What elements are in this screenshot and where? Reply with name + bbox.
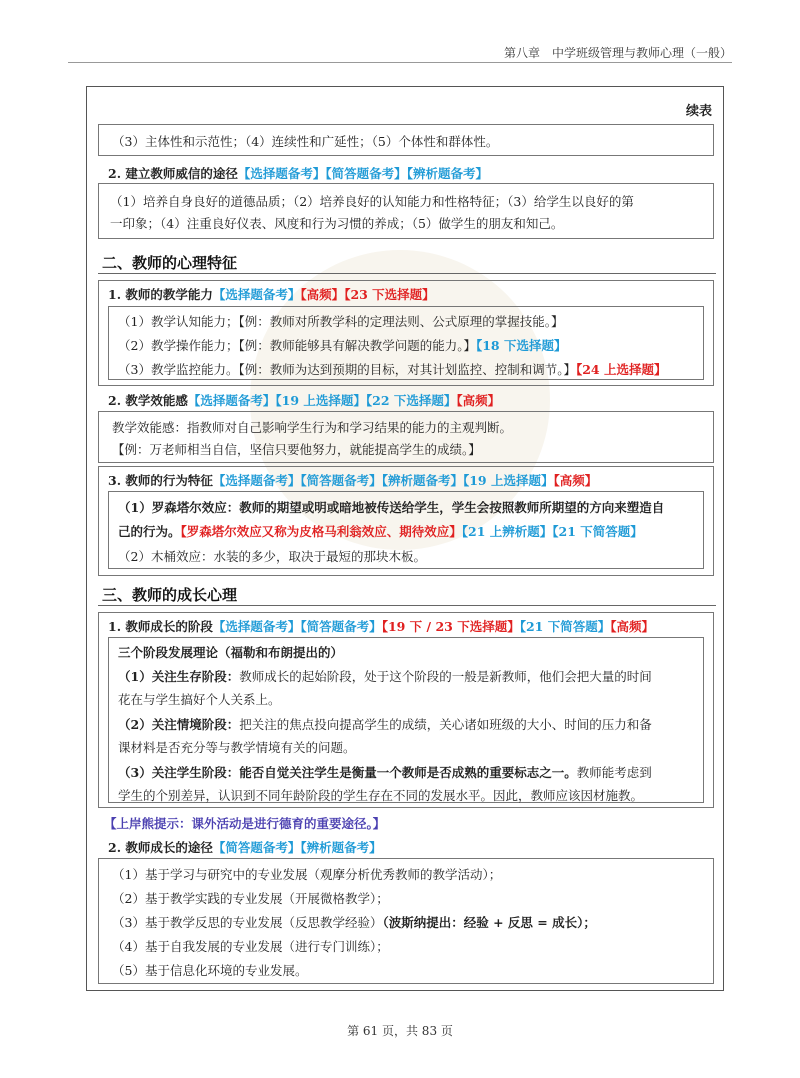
ability-heading: 1. 教师的教学能力【选择题备考】【高频】【23 下选择题】 [108, 287, 435, 302]
authority-heading: 2. 建立教师威信的途径【选择题备考】【简答题备考】【辨析题备考】 [108, 166, 488, 181]
efficacy-line-1: 教学效能感：指教师对自己影响学生行为和学习结果的能力的主观判断。 [112, 420, 513, 435]
paths-item-2: （2）基于教学实践的专业发展（开展微格教学）； [112, 891, 389, 906]
paths-item-1: （1）基于学习与研究中的专业发展（观摩分析优秀教师的教学活动）； [112, 867, 502, 882]
ability-item-2: （2）教学操作能力；【例：教师能够具有解决教学问题的能力。】【18 下选择题】 [118, 338, 567, 353]
paths-item-3: （3）基于教学反思的专业发展（反思教学经验）（波斯纳提出：经验 + 反思 = 成长）； [112, 915, 596, 930]
behavior-item-2: （2）木桶效应：水装的多少，取决于最短的那块木板。 [118, 549, 426, 564]
section-2-rule [98, 273, 716, 274]
stage-2-line-2: 课材料是否充分等与教学情境有关的问题。 [118, 740, 356, 755]
stage-1-line-2: 花在与学生搞好个人关系上。 [118, 692, 281, 707]
tip-note: 【上岸熊提示：课外活动是进行德育的重要途径。】 [104, 816, 386, 831]
stages-theory: 三个阶段发展理论（福勒和布朗提出的） [118, 645, 344, 660]
section-3-rule [98, 605, 716, 606]
authority-line-2: 一印象；（4）注重良好仪表、风度和行为习惯的养成；（5）做学生的朋友和知己。 [110, 216, 564, 231]
ability-item-1: （1）教学认知能力；【例：教师对所教学科的定理法则、公式原理的掌握技能。】 [118, 314, 564, 329]
page-footer: 第 61 页，共 83 页 [347, 1024, 453, 1038]
efficacy-line-2: 【例：万老师相当自信，坚信只要他努力，就能提高学生的成绩。】 [112, 442, 481, 457]
page-header: 第八章 中学班级管理与教师心理（一般） [503, 46, 732, 60]
stage-1-line-1: （1）关注生存阶段：教师成长的起始阶段，处于这个阶段的一般是新教师，他们会把大量的时间 [118, 669, 652, 684]
behavior-heading: 3. 教师的行为特征【选择题备考】【简答题备考】【辨析题备考】【19 上选择题】【高频】 [108, 473, 598, 488]
header-rule [68, 62, 732, 63]
efficacy-heading: 2. 教学效能感【选择题备考】【19 上选择题】【22 下选择题】【高频】 [108, 393, 501, 408]
authority-line-1: （1）培养自身良好的道德品质；（2）培养良好的认知能力和性格特征；（3）给学生以良好的第 [110, 194, 634, 209]
section-3-title: 三、教师的成长心理 [102, 586, 238, 604]
behavior-item-1-a: （1）罗森塔尔效应：教师的期望或明或暗地被传送给学生，学生会按照教师所期望的方向来塑造自 [118, 500, 665, 515]
section-2-title: 二、教师的心理特征 [102, 254, 238, 272]
stage-3-line-1: （3）关注学生阶段：能否自觉关注学生是衡量一个教师是否成熟的重要标志之一。教师能考虑到 [118, 765, 652, 780]
table-label: 续表 [685, 104, 712, 119]
ability-item-3: （3）教学监控能力。【例：教师为达到预期的目标，对其计划监控、控制和调节。】【24 上选择题】 [118, 362, 667, 377]
paths-item-5: （5）基于信息化环境的专业发展。 [112, 963, 308, 978]
traits-line: （3）主体性和示范性；（4）连续性和广延性；（5）个体性和群体性。 [112, 134, 499, 149]
stage-3-line-2: 学生的个别差异，认识到不同年龄阶段的学生存在不同的发展水平。因此，教师应该因材施教。 [118, 788, 644, 803]
behavior-item-1-b: 己的行为。【罗森塔尔效应又称为皮格马利翁效应、期待效应】【21 上辨析题】【21 下简答题】 [118, 524, 643, 539]
paths-item-4: （4）基于自我发展的专业发展（进行专门训练）； [112, 939, 389, 954]
stages-heading: 1. 教师成长的阶段【选择题备考】【简答题备考】【19 下 / 23 下选择题】【21 下简答题】【高频】 [108, 619, 654, 634]
paths-heading: 2. 教师成长的途径【简答题备考】【辨析题备考】 [108, 840, 382, 855]
stage-2-line-1: （2）关注情境阶段：把关注的焦点投向提高学生的成绩，关心诸如班级的大小、时间的压力和备 [118, 717, 652, 732]
